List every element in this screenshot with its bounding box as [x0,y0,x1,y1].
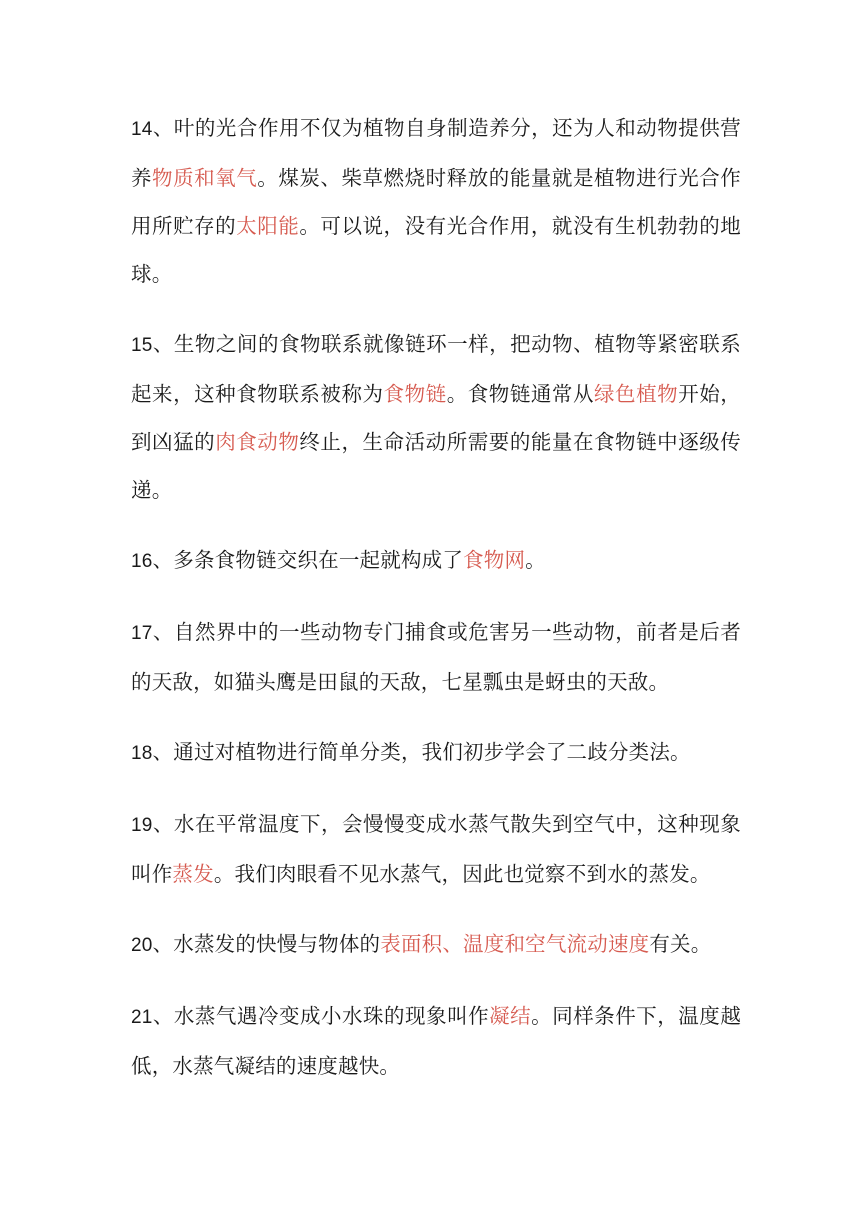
text-segment: 、水在平常温度下，会慢慢变成水蒸气散失到空气中，这种现象叫作 [131,812,741,886]
text-segment: 、自然界中的一些动物专门捕食或危害另一些动物，前者是后者的天敌，如猫头鹰是田鼠的天敌，七星瓢虫是蚜虫的天敌。 [131,620,741,694]
paragraph-number: 14 [131,119,153,140]
text-segment: 。煤炭、柴草燃烧时释放的能量就是植物进行光合作用所贮存的 [131,166,741,238]
text-segment: 。可以说，没有光合作用，就没有生机勃勃的地球。 [131,214,741,286]
paragraph-21 [131,992,741,1090]
paragraph-20 [131,920,741,970]
text-segment: 。 [525,548,546,572]
highlight-term: 太阳能 [236,214,300,238]
paragraph-15 [131,320,741,514]
text-segment: 。食物链通常从 [446,382,595,406]
highlight-term: 凝结 [489,1004,532,1028]
paragraph-number: 21 [131,1007,153,1028]
paragraph-number: 19 [131,815,153,836]
text-segment: 、水蒸气遇冷变成小水珠的现象叫作 [152,1004,490,1028]
text-segment: 开始，到凶猛的 [131,382,741,454]
paragraph-18 [131,728,741,778]
text-segment: 终止，生命活动所需要的能量在食物链中逐级传递。 [131,430,741,502]
highlight-term: 绿色植物 [594,382,679,406]
highlight-term: 食物网 [463,548,526,572]
paragraph-19 [131,800,741,898]
text-segment: 、通过对植物进行简单分类，我们初步学会了二歧分类法。 [152,740,691,764]
highlight-term: 表面积、温度和空气流动速度 [380,932,650,956]
paragraph-16 [131,536,741,586]
paragraph-number: 20 [131,935,153,956]
text-segment: 。我们肉眼看不见水蒸气，因此也觉察不到水的蒸发。 [213,862,711,886]
text-segment: 有关。 [649,932,712,956]
text-segment: 、水蒸发的快慢与物体的 [152,932,381,956]
highlight-term: 食物链 [383,382,447,406]
highlight-term: 肉食动物 [215,430,300,454]
paragraph-14 [131,104,741,298]
highlight-term: 物质和氧气 [152,166,258,190]
paragraph-number: 15 [131,335,153,356]
highlight-term: 蒸发 [172,862,214,886]
paragraph-number: 17 [131,623,153,644]
paragraph-number: 18 [131,743,153,764]
text-segment: 、叶的光合作用不仅为植物自身制造养分，还为人和动物提供营养 [131,116,741,190]
text-segment: 、生物之间的食物联系就像链环一样，把动物、植物等紧密联系起来，这种食物联系被称为 [131,332,741,406]
paragraph-number: 16 [131,551,153,572]
document-content [131,104,741,1112]
text-segment: 。同样条件下，温度越低，水蒸气凝结的速度越快。 [131,1004,742,1078]
paragraph-17 [131,608,741,706]
text-segment: 、多条食物链交织在一起就构成了 [152,548,464,572]
